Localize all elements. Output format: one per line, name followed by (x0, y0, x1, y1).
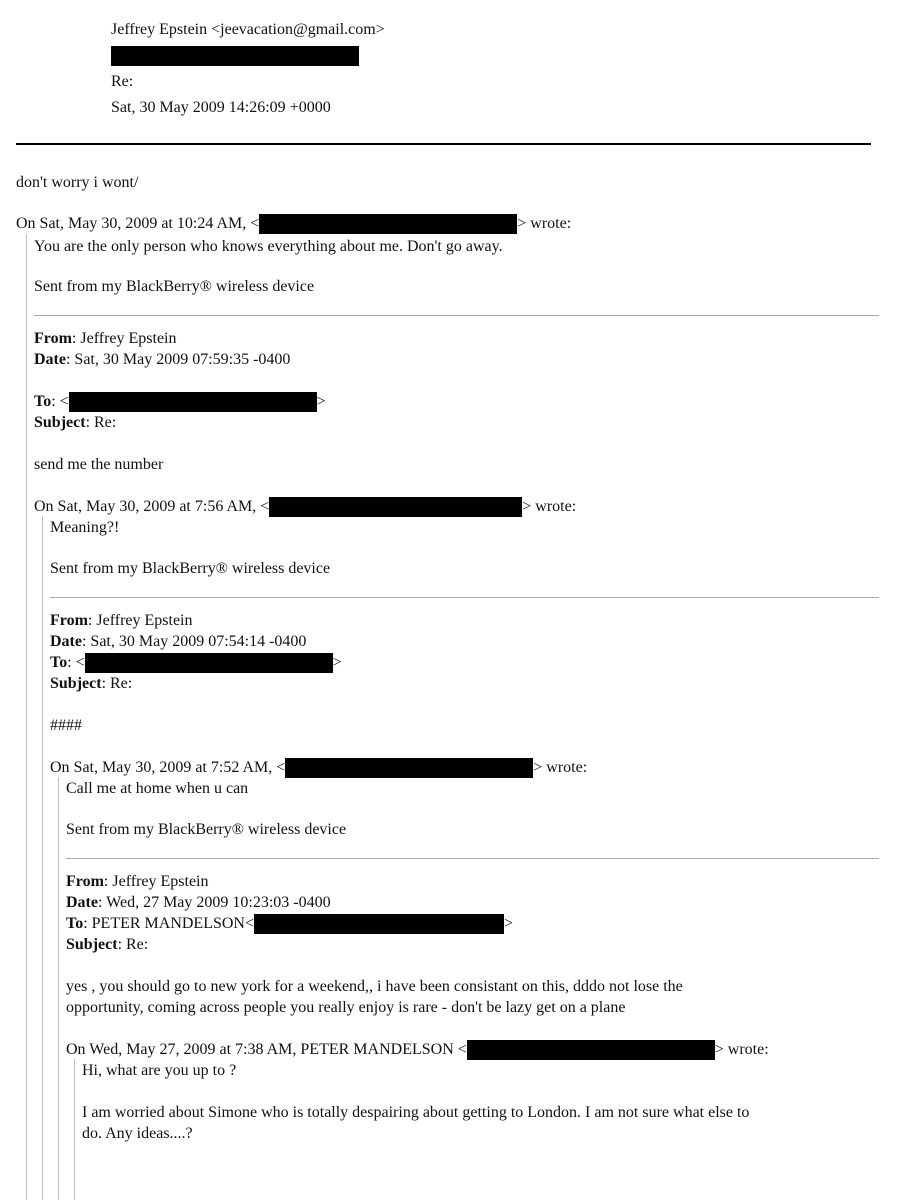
quote-separator (50, 597, 879, 598)
quote-separator (66, 858, 879, 859)
quoted-message: Call me at home when u can (66, 780, 249, 797)
from-label: From (34, 330, 72, 347)
date-value: : Sat, 30 May 2009 07:59:35 -0400 (65, 351, 291, 368)
date-label: Date (34, 351, 66, 368)
quoted-date-row (34, 350, 290, 370)
quoted-reply-text: send me the number (34, 456, 164, 473)
redaction-box (285, 758, 533, 778)
header-to-value-container (111, 43, 359, 69)
header-divider (16, 143, 871, 145)
to-value: : < (67, 654, 85, 671)
quote-bar (74, 1059, 75, 1200)
reply-text: don't worry i wont/ (16, 174, 139, 191)
to-close: > (504, 915, 514, 932)
from-value: : Jeffrey Epstein (87, 612, 193, 629)
to-close: > (316, 393, 326, 410)
signature-text: Sent from my BlackBerry® wireless device (66, 821, 347, 838)
date-label: Date (66, 894, 98, 911)
quote-bar (58, 777, 59, 1200)
quote-attribution (50, 758, 587, 778)
header-date-value: Sat, 30 May 2009 14:26:09 +0000 (111, 99, 331, 116)
quoted-reply-text: #### (50, 717, 82, 734)
quoted-to-row (34, 392, 326, 412)
quoted-date-row (66, 893, 331, 913)
to-label: To (66, 915, 84, 932)
signature-text: Sent from my BlackBerry® wireless device (34, 278, 315, 295)
signature-text: Sent from my BlackBerry® wireless device (50, 560, 331, 577)
to-label: To (50, 654, 68, 671)
attribution-prefix: On Sat, May 30, 2009 at 7:52 AM, < (50, 759, 286, 776)
to-value: : < (51, 393, 69, 410)
subject-value: : Re: (117, 936, 149, 953)
subject-value: : Re: (85, 414, 117, 431)
from-value: : Jeffrey Epstein (71, 330, 177, 347)
header-from-value: Jeffrey Epstein <jeevacation@gmail.com> (111, 21, 385, 38)
header-subject-value: Re: (111, 73, 134, 90)
to-close: > (332, 654, 342, 671)
to-label: To (34, 393, 52, 410)
quote-bar (26, 234, 27, 1200)
quote-bar (42, 516, 43, 1200)
quoted-message: do. Any ideas....? (82, 1125, 193, 1142)
from-label: From (66, 873, 104, 890)
quoted-from-row (66, 872, 208, 892)
quoted-message: I am worried about Simone who is totally despairing about getting to London. I am not sure what else to (82, 1104, 750, 1121)
redaction-box (467, 1040, 715, 1060)
redaction-box (254, 914, 504, 934)
quoted-subject-row (66, 935, 148, 955)
subject-label: Subject (50, 675, 102, 692)
redaction-box (269, 497, 522, 517)
quoted-from-row (34, 329, 176, 349)
attribution-suffix: > wrote: (533, 759, 588, 776)
quoted-subject-row (34, 413, 116, 433)
attribution-suffix: > wrote: (522, 498, 577, 515)
quote-attribution (16, 214, 571, 234)
redaction-box (259, 214, 517, 234)
attribution-suffix: > wrote: (517, 215, 572, 232)
subject-value: : Re: (101, 675, 133, 692)
quoted-date-row (50, 632, 306, 652)
date-value: : Wed, 27 May 2009 10:23:03 -0400 (97, 894, 331, 911)
quoted-from-row (50, 611, 192, 631)
attribution-prefix: On Sat, May 30, 2009 at 7:56 AM, < (34, 498, 270, 515)
date-label: Date (50, 633, 82, 650)
quote-attribution (34, 497, 576, 517)
quoted-reply-text: yes , you should go to new york for a weekend,, i have been consistant on this, dddo not lose the (66, 978, 683, 995)
quoted-reply-text: opportunity, coming across people you really enjoy is rare - don't be lazy get on a plane (66, 999, 626, 1016)
quoted-to-row (66, 914, 513, 934)
redaction-box (111, 46, 359, 66)
quoted-to-row (50, 653, 342, 673)
quote-attribution (66, 1040, 769, 1060)
attribution-suffix: > wrote: (714, 1041, 769, 1058)
quoted-subject-row (50, 674, 132, 694)
to-value: : PETER MANDELSON< (83, 915, 255, 932)
attribution-prefix: On Wed, May 27, 2009 at 7:38 AM, PETER MANDELSON < (66, 1041, 467, 1058)
quoted-message: Hi, what are you up to ? (82, 1062, 237, 1079)
subject-label: Subject (34, 414, 86, 431)
redaction-box (85, 653, 333, 673)
quoted-message: You are the only person who knows everything about me. Don't go away. (34, 238, 503, 255)
quote-separator (34, 315, 879, 316)
from-value: : Jeffrey Epstein (103, 873, 209, 890)
quoted-message: Meaning?! (50, 519, 120, 536)
attribution-prefix: On Sat, May 30, 2009 at 10:24 AM, < (16, 215, 260, 232)
redaction-box (69, 392, 317, 412)
subject-label: Subject (66, 936, 118, 953)
from-label: From (50, 612, 88, 629)
date-value: : Sat, 30 May 2009 07:54:14 -0400 (81, 633, 307, 650)
